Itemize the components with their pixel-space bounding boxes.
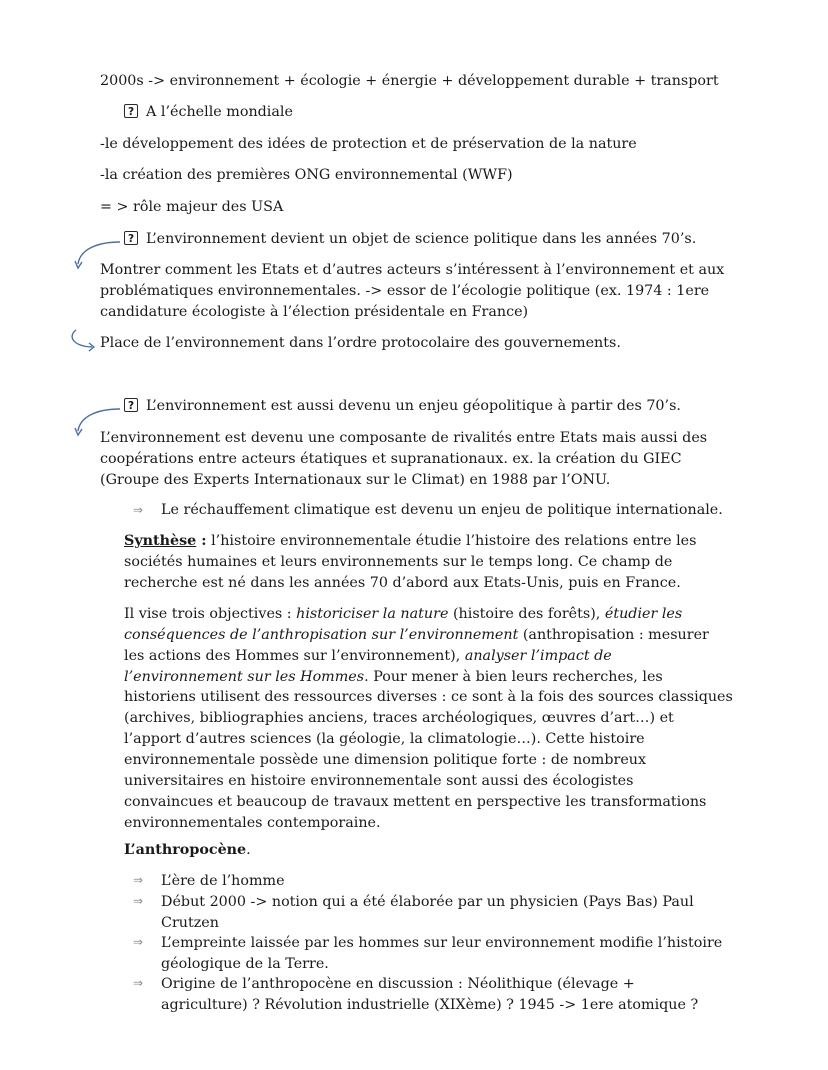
paragraph-synthese: Synthèse : l’histoire environnementale étudie l’histoire des relations entre les sociétés humaines et leurs environnements sur le temps long. Ce champ de recherche est né dans les années 70 d’abord aux Etats-Unis, puis en France.: [124, 533, 697, 591]
paragraph-objectifs: Il vise trois objectives : historiciser la nature (histoire des forêts), étudier les conséquences de l’anthropisation sur l’environnement (anthropisation : mesurer les actions des Hommes sur l’environnement), analyser l’impact de l’environnement sur les Hommes. Pour mener à bien leurs recherches, les historiens utilisent des ressources diverses : ce sont à la fois des sources classiques (archives, bibliographies anciens, traces archéologiques, œuvres d’art…) et l’apport d’autres sciences (la géologie, la climatologie…). Cette histoire environnementale possède une dimension politique forte : de nombreux universitaires en histoire environnementale sont aussi des écologistes convaincues et beaucoup de travaux mettent en perspective les transformations environnementales contemporaine.: [124, 606, 733, 831]
bullet-rechauffement: ⇒ Le réchauffement climatique est devenu un enjeu de politique internationale.: [133, 502, 723, 518]
paragraph-montrer: Montrer comment les Etats et d’autres acteurs s’intéressent à l’environnement et aux problématiques environnementales. -> essor de l’écologie politique (ex. 1974 : 1ere candidature écologiste à l’élection présidentale en France): [100, 262, 725, 320]
heading-echelle-mondiale: ? A l’échelle mondiale: [124, 102, 293, 123]
heading-geopolitique: ? L’environnement est aussi devenu un enjeu géopolitique à partir des 70’s.: [124, 396, 681, 417]
anthropocene-heading: L’anthropocène.: [124, 842, 251, 858]
line-2000s: 2000s -> environnement + écologie + énergie + développement durable + transport: [100, 73, 719, 89]
paragraph-rivalites: L’environnement est devenu une composante de rivalités entre Etats mais aussi des coopérations entre acteurs étatiques et supranationaux. ex. la création du GIEC (Groupe des Experts Internationaux sur le Climat) en 1988 par l’ONU.: [100, 430, 708, 488]
question-box-icon: ?: [124, 231, 138, 245]
synthese-label: Synthèse: [124, 533, 197, 549]
arrow-bullet-icon: ⇒: [133, 873, 144, 887]
arrow-bullet-icon: ⇒: [133, 894, 144, 908]
question-box-icon: ?: [124, 398, 138, 412]
arrow-bullet-icon: ⇒: [133, 503, 144, 517]
line-developpement: -le développement des idées de protection et de préservation de la nature: [100, 136, 637, 152]
arrow-bullet-icon: ⇒: [133, 935, 144, 949]
line-usa: = > rôle majeur des USA: [100, 199, 284, 215]
question-box-icon: ?: [124, 104, 138, 118]
line-place-environnement: Place de l’environnement dans l’ordre protocolaire des gouvernements.: [100, 335, 621, 351]
heading-science-politique: ? L’environnement devient un objet de science politique dans les années 70’s.: [124, 229, 696, 250]
line-ong: -la création des premières ONG environnemental (WWF): [100, 167, 513, 183]
arrow-bullet-icon: ⇒: [133, 976, 144, 990]
